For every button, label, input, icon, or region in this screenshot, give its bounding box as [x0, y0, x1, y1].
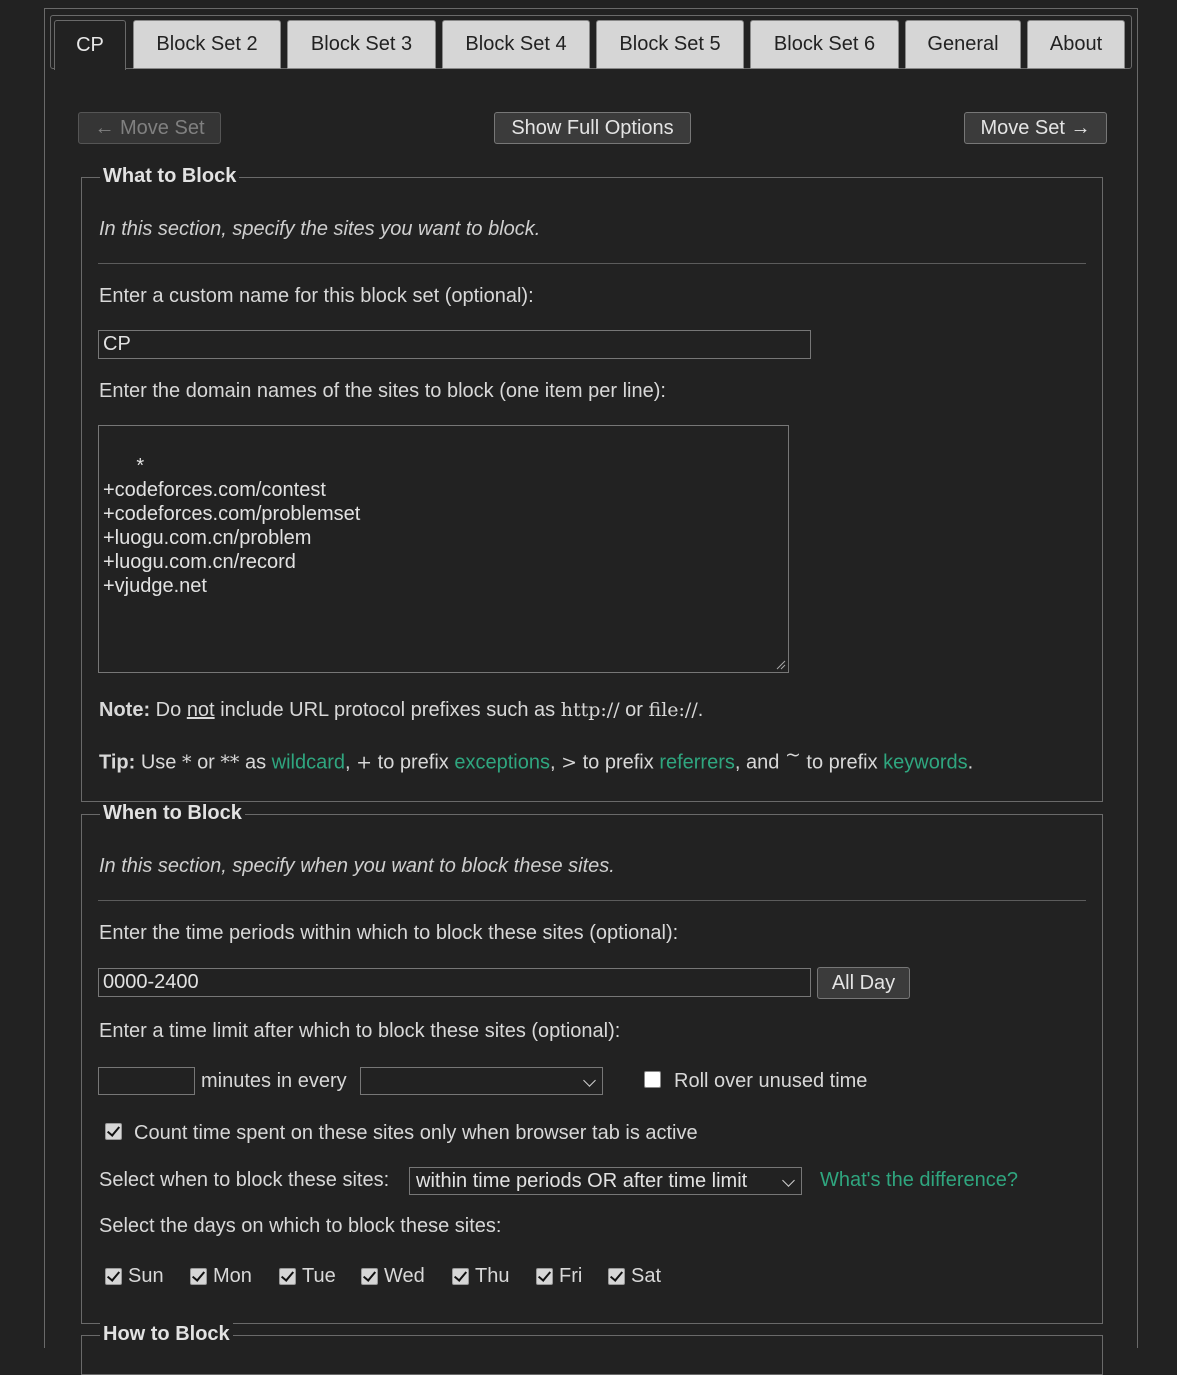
divider [98, 263, 1086, 264]
tip-part: . [967, 751, 974, 774]
keywords-link[interactable]: keywords [883, 751, 968, 774]
move-set-left-button[interactable]: ← Move Set [78, 112, 221, 144]
day-label: Tue [302, 1265, 336, 1287]
custom-name-input[interactable]: CP [98, 330, 811, 359]
block-mode-select[interactable] [409, 1167, 802, 1195]
how-to-block-section [81, 1323, 1103, 1375]
when-to-block-legend: When to Block [100, 802, 245, 825]
tip-bold: Tip: [99, 751, 136, 774]
move-set-right-button[interactable]: Move Set → [964, 112, 1107, 144]
rollover-checkbox[interactable] [644, 1071, 661, 1088]
tip-code: > [561, 751, 578, 774]
tip-part: , [345, 751, 351, 774]
tip-text [99, 744, 973, 775]
options-page [44, 8, 1138, 1348]
tip-code: + [356, 751, 373, 774]
tab-block-set-6[interactable]: Block Set 6 [750, 20, 899, 69]
chevron-down-icon [583, 1074, 596, 1087]
day-label: Mon [213, 1265, 252, 1287]
tab-block-set-5[interactable]: Block Set 5 [596, 20, 744, 69]
time-periods-input[interactable]: 0000-2400 [98, 968, 811, 997]
sites-textarea[interactable] [98, 425, 789, 673]
custom-name-label: Enter a custom name for this block set (optional): [99, 285, 534, 307]
periods-label: Enter the time periods within which to block these sites (optional): [99, 922, 679, 944]
tip-part: or [197, 751, 215, 774]
tip-part: Use [140, 751, 177, 774]
tip-code: ~ [784, 744, 801, 766]
code-file: file:// [648, 699, 698, 721]
referrers-link[interactable]: referrers [659, 751, 735, 774]
whats-the-difference-link[interactable]: What's the difference? [820, 1169, 1019, 1191]
tab-block-set-3[interactable]: Block Set 3 [287, 20, 436, 69]
exceptions-link[interactable]: exceptions [454, 751, 550, 774]
day-thu[interactable] [452, 1265, 509, 1288]
note-not: not [186, 699, 215, 721]
what-to-block-section [81, 165, 1103, 802]
day-fri[interactable] [536, 1265, 582, 1288]
tab-block-set-4[interactable]: Block Set 4 [442, 20, 590, 69]
all-day-button[interactable]: All Day [817, 967, 910, 999]
limit-label: Enter a time limit after which to block these sites (optional): [99, 1020, 621, 1042]
note-part: Do [155, 699, 182, 721]
tab-block-set-2[interactable]: Block Set 2 [133, 20, 281, 69]
sites-label: Enter the domain names of the sites to block (one item per line): [99, 380, 666, 402]
divider [98, 900, 1086, 901]
day-label: Wed [384, 1265, 425, 1287]
note-part: include URL protocol prefixes such as [220, 699, 556, 721]
when-to-block-section [81, 802, 1103, 1324]
days-row [82, 1265, 1082, 1291]
chevron-down-icon [782, 1174, 795, 1187]
wildcard-link[interactable]: wildcard [271, 751, 346, 774]
day-checkbox[interactable] [105, 1268, 122, 1285]
day-checkbox[interactable] [361, 1268, 378, 1285]
tip-part: , and [734, 751, 780, 774]
mode-label: Select when to block these sites: [99, 1169, 390, 1191]
tip-part: to prefix [582, 751, 654, 774]
day-checkbox[interactable] [452, 1268, 469, 1285]
minutes-in-every-label: minutes in every [201, 1070, 347, 1092]
tab-general[interactable]: General [905, 20, 1021, 69]
block-set-tabs [50, 15, 1132, 69]
what-to-block-legend: What to Block [100, 165, 239, 188]
code-http: http:// [560, 699, 620, 721]
day-sun[interactable] [105, 1265, 164, 1288]
tip-code: ** [220, 751, 240, 774]
tip-part: to prefix [806, 751, 878, 774]
count-active-label: Count time spent on these sites only when browser tab is active [134, 1122, 698, 1144]
show-full-options-button[interactable]: Show Full Options [494, 112, 691, 144]
tab-cp[interactable]: CP [54, 20, 126, 70]
note-part: or [625, 699, 643, 721]
day-checkbox[interactable] [279, 1268, 296, 1285]
day-wed[interactable] [361, 1265, 425, 1288]
note-bold: Note: [99, 699, 151, 721]
minutes-input[interactable] [98, 1067, 195, 1095]
day-label: Sat [631, 1265, 662, 1287]
day-tue[interactable] [279, 1265, 336, 1288]
count-active-checkbox[interactable] [105, 1123, 122, 1140]
tip-part: to prefix [377, 751, 449, 774]
day-checkbox[interactable] [536, 1268, 553, 1285]
sites-text: * +codeforces.com/contest +codeforces.com/problemset +luogu.com.cn/problem +luogu.com.cn/record +vjudge.net [103, 455, 361, 597]
day-checkbox[interactable] [608, 1268, 625, 1285]
block-mode-value: within time periods OR after time limit [416, 1169, 748, 1192]
tip-part: , [549, 751, 556, 774]
day-label: Thu [475, 1265, 510, 1287]
rollover-label: Roll over unused time [674, 1070, 868, 1092]
days-label: Select the days on which to block these sites: [99, 1215, 502, 1237]
when-intro: In this section, specify when you want to block these sites. [99, 855, 615, 877]
day-label: Sun [128, 1265, 164, 1287]
tip-part: as [244, 751, 267, 774]
limit-period-select[interactable] [360, 1067, 603, 1095]
resize-handle-icon[interactable] [776, 660, 786, 670]
note-text [99, 699, 703, 722]
how-to-block-legend: How to Block [100, 1323, 233, 1346]
tab-about[interactable]: About [1027, 20, 1125, 69]
day-checkbox[interactable] [190, 1268, 207, 1285]
day-label: Fri [559, 1265, 583, 1287]
day-sat[interactable] [608, 1265, 661, 1288]
tip-code: * [182, 751, 192, 774]
what-intro: In this section, specify the sites you want to block. [99, 218, 541, 240]
note-part: . [697, 699, 704, 721]
day-mon[interactable] [190, 1265, 252, 1288]
